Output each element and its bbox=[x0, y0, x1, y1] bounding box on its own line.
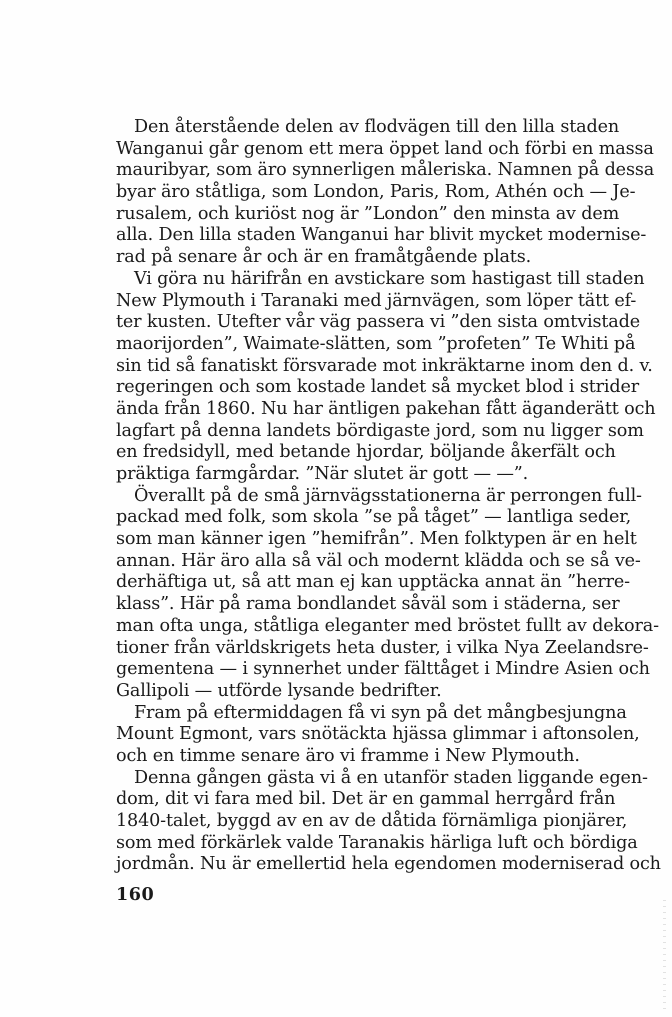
text-line: mauribyar, som äro synnerligen måleriska. Namnen på dessa bbox=[116, 160, 655, 181]
text-line: Wanganui går genom ett mera öppet land och förbi en massa bbox=[116, 138, 654, 159]
text-line: som med förkärlek valde Taranakis härliga luft och bördiga bbox=[116, 832, 638, 853]
text-line: jordmån. Nu är emellertid hela egendomen moderniserad och bbox=[116, 854, 661, 875]
text-line: lagfart på denna landets bördigaste jord, som nu ligger som bbox=[116, 420, 644, 441]
text-line: rad på senare år och är en framåtgående plats. bbox=[116, 247, 532, 268]
text-line: Fram på eftermiddagen få vi syn på det mångbesjungna bbox=[134, 702, 627, 723]
text-line: regeringen och som kostade landet så mycket blod i strider bbox=[116, 377, 640, 398]
text-line: en fredsidyll, med betande hjordar, böljande åkerfält och bbox=[116, 442, 616, 463]
text-line: derhäftiga ut, så att man ej kan upptäcka annat än ”herre- bbox=[116, 572, 630, 593]
text-line: och en timme senare äro vi framme i New Plymouth. bbox=[116, 745, 580, 766]
text-line: byar äro ståtliga, som London, Paris, Rom, Athén och — Je- bbox=[116, 182, 636, 203]
text-line: 1840-talet, byggd av en av de dåtida förnämliga pionjärer, bbox=[116, 811, 628, 831]
text-line: sin tid så fanatiskt försvarade mot inkräktarne inom den d. v. bbox=[116, 355, 653, 376]
text-line: maorijorden”, Waimate-slätten, som ”profeten” Te Whiti på bbox=[116, 333, 636, 354]
text-line: packad med folk, som skola ”se på tåget” — lantliga seder, bbox=[116, 507, 632, 528]
text-line: ända från 1860. Nu har äntligen pakehan fått äganderätt och bbox=[116, 398, 656, 419]
text-line: Den återstående delen av flodvägen till den lilla staden bbox=[134, 117, 620, 137]
text-line: Mount Egmont, vars snötäckta hjässa glimmar i aftonsolen, bbox=[116, 724, 640, 745]
page-edge-speckle bbox=[663, 900, 666, 1010]
text-line: klass”. Här på rama bondlandet såväl som i städerna, ser bbox=[116, 594, 620, 615]
text-line: man ofta unga, ståtliga eleganter med bröstet fullt av dekora- bbox=[116, 615, 659, 636]
text-line: som man känner igen ”hemifrån”. Men folktypen är en helt bbox=[116, 529, 637, 550]
text-line: tioner från världskrigets heta duster, i vilka Nya Zeelandsre- bbox=[116, 637, 649, 658]
text-line: Vi göra nu härifrån en avstickare som hastigast till staden bbox=[134, 268, 645, 289]
text-line: Denna gången gästa vi å en utanför staden liggande egen- bbox=[134, 767, 648, 788]
text-line: rusalem, och kuriöst nog är ”London” den minsta av dem bbox=[116, 203, 620, 224]
text-line: dom, dit vi fara med bil. Det är en gammal herrgård från bbox=[116, 789, 616, 810]
text-line: annan. Här äro alla så väl och modernt klädda och se så ve- bbox=[116, 550, 641, 571]
text-line: gementena — i synnerhet under fälttåget i Mindre Asien och bbox=[116, 659, 650, 680]
text-line: präktiga farmgårdar. ”När slutet är gott — —”. bbox=[116, 464, 529, 484]
text-line: ter kusten. Utefter vår väg passera vi ”den sista omtvistade bbox=[116, 312, 641, 333]
text-line: Gallipoli — utförde lysande bedrifter. bbox=[116, 680, 442, 701]
page-number: 160 bbox=[116, 884, 155, 905]
body-text bbox=[116, 117, 661, 876]
text-line: New Plymouth i Taranaki med järnvägen, som löper tätt ef- bbox=[116, 290, 637, 311]
text-line: alla. Den lilla staden Wanganui har blivit mycket modernise- bbox=[116, 225, 647, 246]
text-line: Överallt på de små järnvägsstationerna är perrongen full- bbox=[134, 485, 642, 506]
